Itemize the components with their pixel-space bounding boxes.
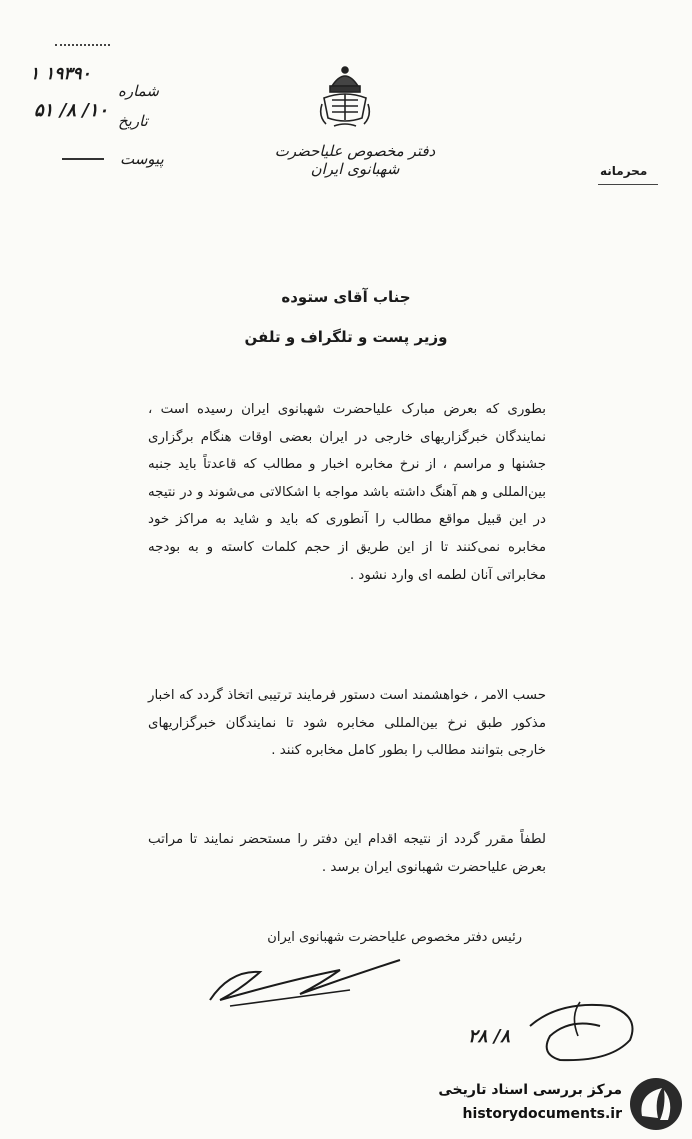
body-paragraph-2: حسب الامر ، خواهشمند است دستور فرمایند ترتیبی اتخاذ گردد که اخبار مذکور طبق نرخ بین‌المللی مخابره شود تا نمایندگان خبرگزاریهای خارجی بتوانند مطالب را بطور کامل مخابره کنند .	[148, 688, 546, 759]
body-paragraph-1: بطوری که بعرض مبارک علیاحضرت شهبانوی ایران رسیده است ، نمایندگان خبرگزاریهای خارجی در ایران بعضی اوقات هنگام برگزاری جشنها و مراسم ، از نرخ مخابره اخبار و مطالب که قاعدتاً باید جنبه بین‌المللی و هم آهنگ داشته باشد مواجه با اشکالاتی می‌شوند و در نتیجه در این قبیل مواقع مطالب را آنطوری که باید و شاید به مراکز خود مخابره نمی‌کنند تا از این طریق از حجم کلمات کاسته و به بودجه مخابراتی آنان لطمه ای وارد نشود .	[148, 402, 546, 583]
margin-note: ۸/ ۲۸	[468, 1026, 510, 1047]
imperial-crown-crest-icon	[318, 64, 372, 130]
addressee-name: جناب آقای ستوده	[281, 288, 411, 306]
handwritten-signature	[200, 950, 410, 1010]
classification-label: محرمانه	[600, 164, 648, 178]
number-value: ۱۹۳۹۰ ۱	[30, 64, 91, 84]
classification-underline	[598, 184, 658, 185]
body-paragraph-3: لطفاً مقرر گردد از نتیجه اقدام این دفتر را مستحضر نمایند تا مراتب بعرض علیاحضرت شهبانوی ایران برسد .	[148, 832, 546, 875]
watermark-url: historydocuments.ir	[462, 1106, 622, 1122]
date-label: تاریخ	[118, 112, 148, 130]
addressee-title: وزیر پست و تلگراف و تلفن	[244, 328, 448, 346]
number-label: شماره	[118, 82, 159, 100]
watermark-name: مرکز بررسی اسناد تاریخی	[438, 1082, 622, 1098]
office-name: دفتر مخصوص علیاحضرت شهبانوی ایران	[274, 142, 436, 178]
signatory-title: رئیس دفتر مخصوص علیاحضرت شهبانوی ایران	[267, 930, 522, 945]
date-value: ۱۰/ ۸/ ۵۱	[34, 100, 109, 121]
enclosure-blank	[62, 158, 104, 160]
watermark-logo	[408, 1072, 688, 1134]
header-rule-top	[55, 44, 110, 46]
document-center-emblem-icon	[628, 1076, 684, 1132]
enclosure-label: پیوست	[120, 150, 164, 168]
